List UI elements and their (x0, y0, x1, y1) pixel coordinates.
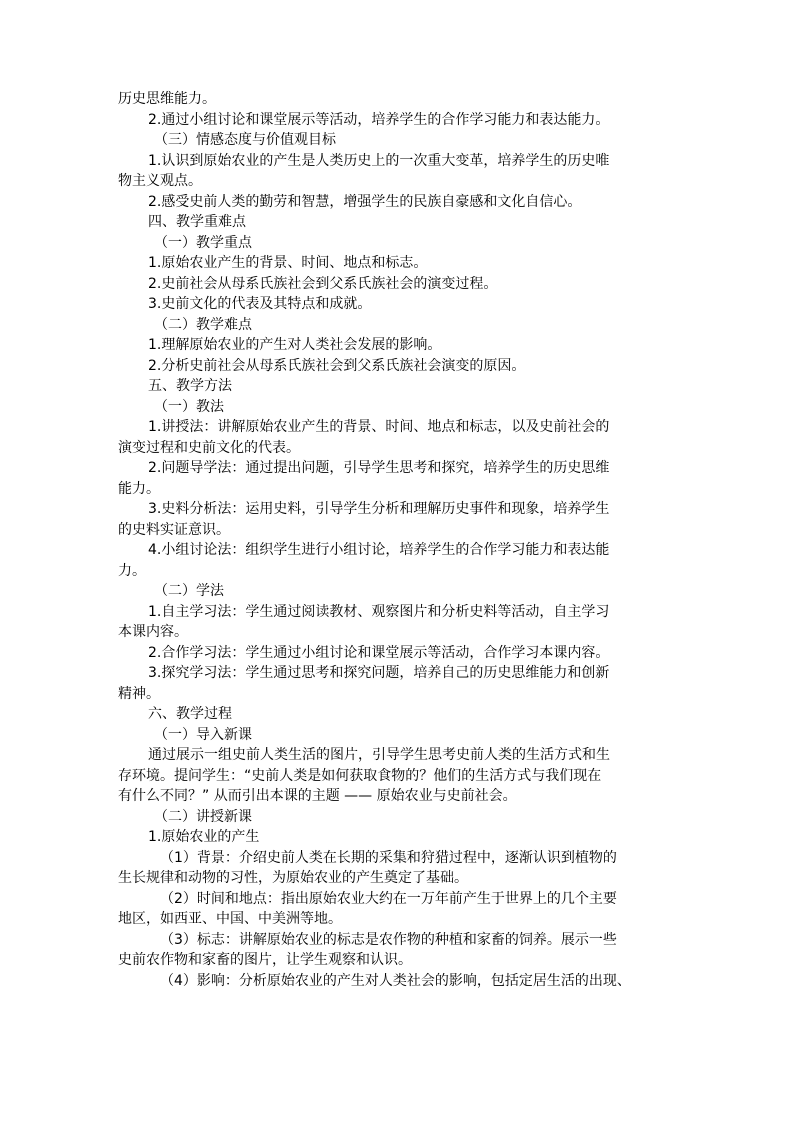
section-heading: （一）教法 (154, 398, 224, 415)
text-line: 1.理解原始农业的产生对人类社会发展的影响。 (148, 337, 442, 353)
text-line: 地区，如西亚、中国、中美洲等地。 (118, 911, 342, 927)
text-line: （4）影响：分析原始农业的产生对人类社会的影响，包括定居生活的出现、 (160, 972, 631, 989)
text-line: 2.分析史前社会从母系氏族社会到父系氏族社会演变的原因。 (148, 357, 526, 374)
text-line: 历史思维能力。 (118, 91, 216, 107)
section-heading: （一）教学重点 (154, 234, 252, 251)
text-line: 2.史前社会从母系氏族社会到父系氏族社会的演变过程。 (148, 275, 498, 292)
text-line: 1.认识到原始农业的产生是人类历史上的一次重大变革，培养学生的历史唯 (148, 152, 610, 169)
text-line: 的史料实证意识。 (118, 521, 230, 538)
text-line: 力。 (118, 562, 146, 579)
text-line: （3）标志：讲解原始农业的标志是农作物的种植和家畜的饲养。展示一些 (160, 931, 617, 948)
text-line: 3.探究学习法：学生通过思考和探究问题，培养自己的历史思维能力和创新 (148, 665, 610, 681)
section-heading: 五、教学方法 (148, 378, 232, 394)
text-line: 4.小组讨论法：组织学生进行小组讨论，培养学生的合作学习能力和表达能 (148, 542, 610, 558)
text-line: 2.感受史前人类的勤劳和智慧，增强学生的民族自豪感和文化自信心。 (148, 193, 582, 210)
section-heading: （二）讲授新课 (154, 808, 252, 825)
text-line: 3.史料分析法：运用史料，引导学生分析和理解历史事件和现象，培养学生 (148, 501, 610, 517)
text-line: 有什么不同？” 从而引出本课的主题 —— 原始农业与史前社会。 (118, 788, 517, 804)
text-line: 通过展示一组史前人类生活的图片，引导学生思考史前人类的生活方式和生 (148, 747, 610, 763)
text-line: 能力。 (118, 480, 160, 497)
section-heading: 六、教学过程 (148, 706, 232, 722)
text-line: （1）背景：介绍史前人类在长期的采集和狩猎过程中，逐渐认识到植物的 (160, 849, 617, 866)
text-line: 史前农作物和家畜的图片，让学生观察和认识。 (118, 952, 412, 968)
text-line: 演变过程和史前文化的代表。 (118, 439, 300, 456)
section-heading: （一）导入新课 (154, 726, 252, 743)
text-line: 3.史前文化的代表及其特点和成就。 (148, 296, 372, 312)
text-line: 2.合作学习法：学生通过小组讨论和课堂展示等活动，合作学习本课内容。 (148, 644, 610, 661)
text-line: 物主义观点。 (118, 173, 202, 189)
text-line: 生长规律和动物的习性，为原始农业的产生奠定了基础。 (118, 870, 468, 886)
document-page (118, 89, 678, 991)
section-heading: 四、教学重难点 (148, 214, 246, 230)
section-heading: （二）教学难点 (154, 316, 252, 333)
text-line: 本课内容。 (118, 624, 188, 640)
text-line: 1.原始农业的产生 (148, 829, 260, 845)
text-line: 2.通过小组讨论和课堂展示等活动，培养学生的合作学习能力和表达能力。 (148, 111, 610, 128)
text-line: （2）时间和地点：指出原始农业大约在一万年前产生于世界上的几个主要 (160, 890, 617, 907)
text-line: 1.讲授法：讲解原始农业产生的背景、时间、地点和标志，以及史前社会的 (148, 419, 610, 435)
text-line: 精神。 (118, 685, 160, 702)
text-line: 1.原始农业产生的背景、时间、地点和标志。 (148, 255, 428, 271)
text-line: 2.问题导学法：通过提出问题，引导学生思考和探究，培养学生的历史思维 (148, 460, 610, 476)
section-heading: （二）学法 (154, 583, 224, 599)
text-line: 存环境。提问学生：“史前人类是如何获取食物的？他们的生活方式与我们现在 (118, 767, 602, 784)
section-heading: （三）情感态度与价值观目标 (154, 132, 336, 148)
text-line: 1.自主学习法：学生通过阅读教材、观察图片和分析史料等活动，自主学习 (148, 603, 610, 620)
